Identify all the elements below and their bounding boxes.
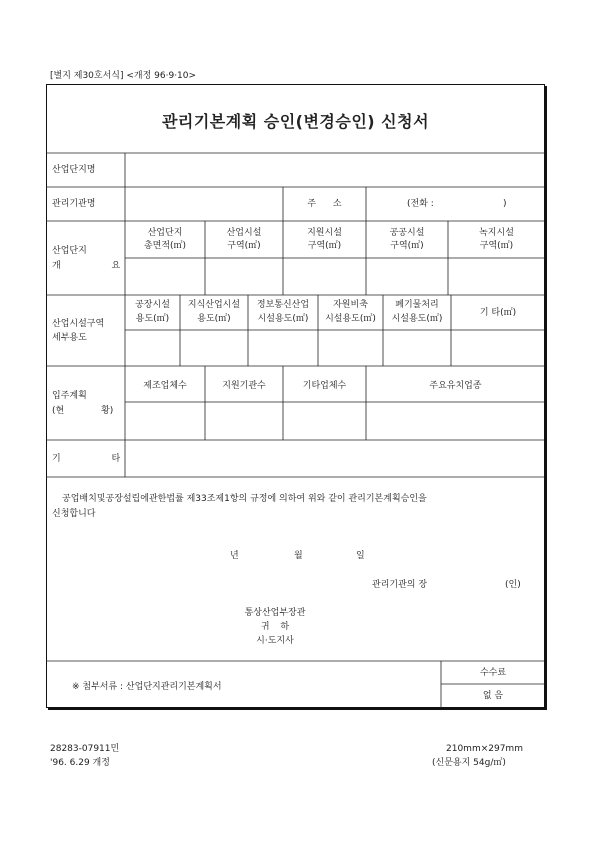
applicant-label: 관리기관의 장 <box>372 580 428 590</box>
tenant-col-3: 기타업체수 <box>302 381 347 391</box>
overview-col-1-b: 총면적(㎡) <box>143 241 187 251</box>
seal-mark: (인) <box>505 580 521 590</box>
detail-col-3-b: 시설용도(㎡) <box>257 314 309 324</box>
detail-col-2-b: 용도(㎡) <box>197 314 231 324</box>
overview-col-2-b: 구역(㎡) <box>227 241 261 251</box>
overview-col-5-b: 구역(㎡) <box>479 241 514 251</box>
statement-line-2: 신청합니다 <box>52 509 96 519</box>
label-complex-name: 산업단지명 <box>52 165 96 175</box>
detail-col-5-b: 시설용도(㎡) <box>391 314 443 324</box>
footer-paper: (신문용지 54g/㎡) <box>432 758 506 768</box>
statement-line-1: 공업배치및공장설립에관한법률 제33조제1항의 규정에 의하여 위와 같이 관리기본계획승인을 <box>62 494 427 504</box>
overview-col-1-a: 산업단지 <box>147 228 183 238</box>
label-address: 주 소 <box>307 199 342 209</box>
date-month: 월 <box>294 551 303 561</box>
footer-revised: '96. 6.29 개정 <box>50 758 110 768</box>
form-title: 관리기본계획 승인(변경승인) 신청서 <box>161 112 430 131</box>
label-phone: (전화 : <box>407 199 434 209</box>
label-tenant-2: (현 황) <box>52 406 114 416</box>
detail-col-6: 기 타(㎡) <box>479 308 517 318</box>
recipient-governor: 시·도지사 <box>256 636 294 646</box>
form-reference: [별지 제30호서식] <개정 96·9·10> <box>50 71 197 81</box>
tenant-col-1: 제조업체수 <box>143 381 187 391</box>
fee-value: 없 음 <box>482 691 504 701</box>
overview-col-3-b: 구역(㎡) <box>307 241 342 251</box>
fee-label: 수수료 <box>479 668 507 678</box>
label-admin-agency: 관리기관명 <box>52 199 96 209</box>
recipient-minister: 통상산업부장관 <box>244 608 306 618</box>
overview-col-5-a: 녹지시설 <box>479 228 514 238</box>
footer-size: 210mm×297mm <box>446 744 523 754</box>
detail-col-1-b: 용도(㎡) <box>135 314 170 324</box>
label-overview-1: 산업단지 <box>52 246 87 256</box>
detail-col-1-a: 공장시설 <box>135 300 170 310</box>
label-overview-2: 개 요 <box>52 261 121 271</box>
detail-col-3-a: 정보통신산업 <box>256 300 310 310</box>
label-detail-1: 산업시설구역 <box>52 319 105 329</box>
tenant-col-2: 지원기관수 <box>222 381 266 391</box>
date-year: 년 <box>230 551 239 561</box>
overview-col-2-a: 산업시설 <box>226 228 262 238</box>
recipient-honorific: 귀 하 <box>260 622 290 632</box>
label-other: 기 타 <box>52 454 121 464</box>
detail-col-4-a: 자원비축 <box>333 300 368 310</box>
overview-col-4-a: 공공시설 <box>389 228 425 238</box>
label-detail-2: 세부용도 <box>52 333 87 343</box>
date-day: 일 <box>356 551 365 561</box>
detail-col-5-a: 폐기물처리 <box>395 300 439 310</box>
label-tenant-1: 입주계획 <box>52 391 87 401</box>
attachment-note: ※ 첨부서류 : 산업단지관리기본계획서 <box>72 682 222 692</box>
label-phone-close: ) <box>503 199 507 209</box>
overview-col-4-b: 구역(㎡) <box>390 241 424 251</box>
footer-code: 28283-07911민 <box>50 744 120 754</box>
tenant-col-4: 주요유치업종 <box>429 381 482 391</box>
detail-col-4-b: 시설용도(㎡) <box>325 314 376 324</box>
detail-col-2-a: 지식산업시설 <box>187 300 241 310</box>
overview-col-3-a: 지원시설 <box>307 228 342 238</box>
